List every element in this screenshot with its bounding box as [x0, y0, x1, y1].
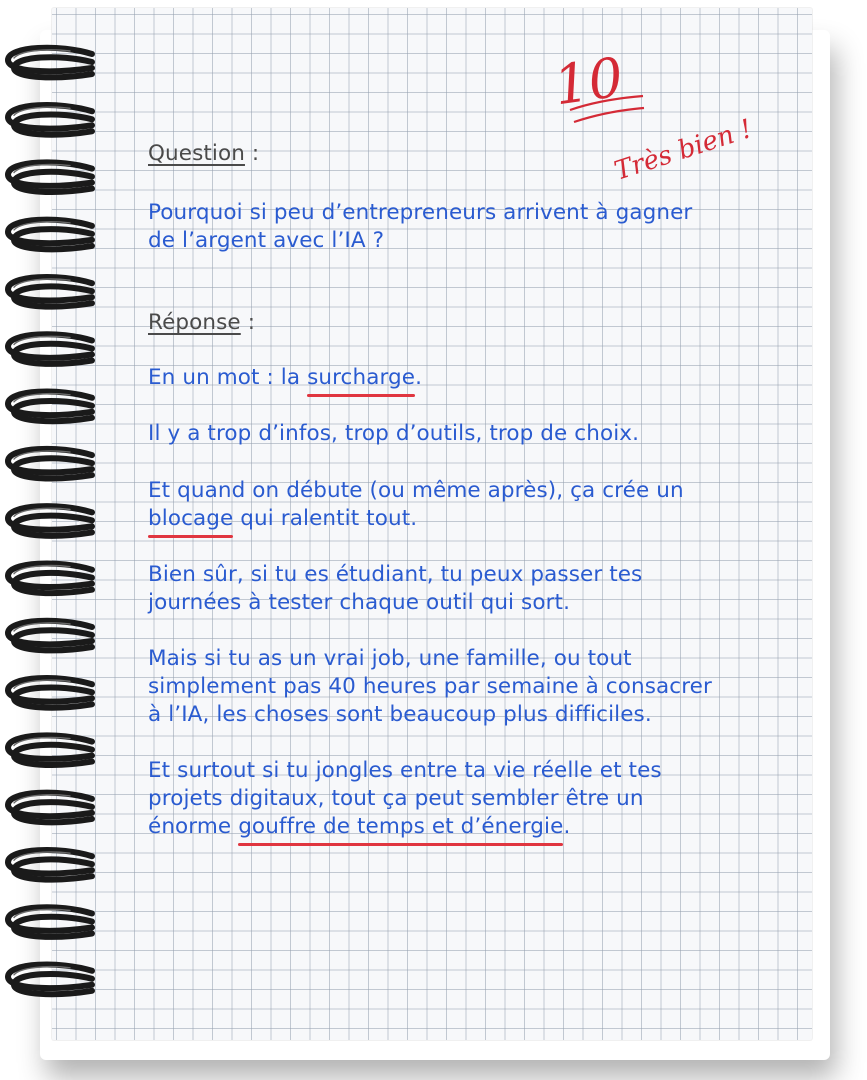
answer-label: Réponse: [148, 310, 241, 335]
answer-paragraph-4-line-2: journées à tester chaque outil qui sort.: [148, 590, 571, 615]
answer-paragraph-6-line-2: projets digitaux, tout ça peut sembler être un: [148, 786, 644, 811]
answer-colon: :: [240, 310, 256, 335]
answer-paragraph-4-line-1: Bien sûr, si tu es étudiant, tu peux passer tes: [148, 562, 643, 587]
spiral-ring: [8, 506, 93, 536]
spiral-ring: [8, 105, 93, 135]
answer-paragraph-3-line-1: Et quand on débute (ou même après), ça crée un: [148, 478, 684, 503]
p6-text: énorme: [148, 814, 239, 839]
spiral-ring: [8, 48, 93, 78]
grade-annotation: [548, 30, 788, 190]
spiral-ring: [8, 277, 93, 307]
question-line-1: Pourquoi si peu d’entrepreneurs arrivent à gagner: [148, 200, 693, 225]
grade-comment: Très bien !: [610, 114, 756, 187]
highlight-blocage: blocage: [148, 506, 234, 531]
question-heading: [148, 140, 259, 168]
spiral-binding: [0, 0, 110, 1080]
p3-rest: qui ralentit tout.: [233, 506, 418, 531]
spiral-ring: [8, 563, 93, 593]
spiral-ring: [8, 678, 93, 708]
answer-paragraph-2: Il y a trop d’infos, trop d’outils, trop de choix.: [148, 421, 640, 446]
p6-end: .: [563, 814, 571, 839]
question-line-2: de l’argent avec l’IA ?: [148, 228, 385, 253]
spiral-ring: [8, 334, 93, 364]
answer-paragraph-3-line-2: [148, 505, 417, 533]
highlight-gouffre: gouffre de temps et d’énergie: [238, 814, 564, 839]
spiral-ring: [8, 793, 93, 823]
answer-paragraph-6-line-1: Et surtout si tu jongles entre ta vie réelle et tes: [148, 758, 662, 783]
spiral-ring: [8, 621, 93, 651]
spiral-ring: [8, 220, 93, 250]
spiral-ring: [8, 965, 93, 995]
answer-paragraph-5-line-1: Mais si tu as un vrai job, une famille, ou tout: [148, 646, 632, 671]
answer-paragraph-5-line-2: simplement pas 40 heures par semaine à consacrer: [148, 674, 712, 699]
highlight-surcharge: surcharge: [307, 365, 416, 390]
spiral-ring: [8, 449, 93, 479]
grade-score: 10: [550, 45, 627, 118]
spiral-ring: [8, 850, 93, 880]
p1-end: .: [415, 365, 423, 390]
answer-paragraph-1: [148, 364, 422, 392]
p1-text: En un mot : la: [148, 365, 308, 390]
spiral-ring: [8, 392, 93, 422]
answer-heading: [148, 309, 255, 337]
answer-paragraph-5-line-3: à l’IA, les choses sont beaucoup plus difficiles.: [148, 702, 652, 727]
question-label: Question: [148, 141, 245, 166]
spiral-ring: [8, 735, 93, 765]
spiral-ring: [8, 907, 93, 937]
question-colon: :: [244, 141, 260, 166]
answer-paragraph-6-line-3: [148, 813, 570, 841]
spiral-ring: [8, 162, 93, 192]
